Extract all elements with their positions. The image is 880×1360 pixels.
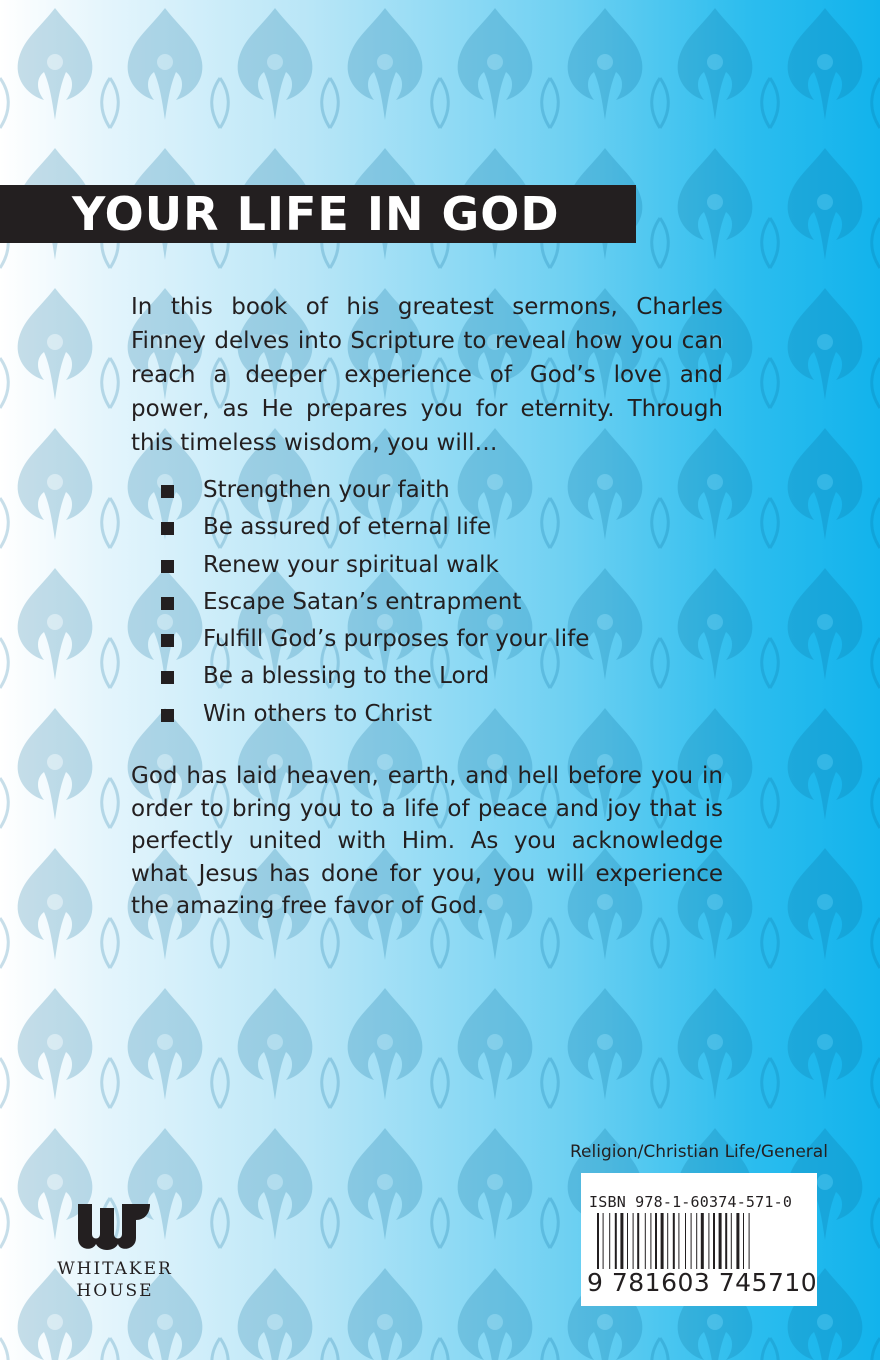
square-bullet-icon — [161, 485, 174, 498]
list-item — [158, 509, 589, 546]
barcode-stripe — [597, 1213, 599, 1269]
barcode-stripe — [667, 1213, 668, 1269]
cover-title: YOUR LIFE IN GOD — [72, 187, 560, 241]
barcode-stripe — [731, 1213, 732, 1269]
barcode-stripe — [637, 1213, 639, 1269]
list-item — [158, 472, 589, 509]
barcode-stripe — [609, 1213, 610, 1269]
barcode-number: 9 781603 745710 — [587, 1268, 818, 1297]
publisher-line-2: HOUSE — [76, 1281, 154, 1301]
list-item — [158, 621, 589, 658]
list-item — [158, 658, 589, 695]
list-item-text: Escape Satan’s entrapment — [203, 588, 522, 615]
square-bullet-icon — [161, 709, 174, 722]
square-bullet-icon — [161, 560, 174, 573]
list-item-text: Fulfill God’s purposes for your life — [203, 626, 590, 653]
closing-paragraph: God has laid heaven, earth, and hell before you in order to bring you to a life of peace and joy that is perfectly united with Him. As you acknowledge what Jesus has done for you, you will experience the amazing free favor of God. — [131, 763, 723, 919]
square-bullet-icon — [161, 597, 174, 610]
barcode-stripe — [719, 1213, 722, 1269]
square-bullet-icon — [161, 522, 174, 535]
barcode-stripe — [678, 1213, 679, 1269]
isbn-label: ISBN 978-1-60374-571-0 — [589, 1193, 793, 1211]
category-label: Religion/Christian Life/General — [570, 1142, 828, 1162]
barcode-stripe — [650, 1213, 651, 1269]
barcode-stripe — [633, 1213, 634, 1269]
barcode-stripe — [603, 1213, 604, 1269]
list-item-text: Strengthen your faith — [203, 477, 450, 503]
list-item — [158, 584, 589, 621]
publisher-name — [40, 1258, 190, 1302]
barcode-stripe — [749, 1213, 750, 1269]
square-bullet-icon — [161, 671, 174, 684]
list-item — [158, 547, 589, 584]
list-item-text: Be assured of eternal life — [203, 514, 492, 541]
barcode-stripe — [620, 1213, 623, 1269]
intro-paragraph: In this book of his greatest sermons, Charles Finney delves into Scripture to reveal how you can reach a deeper experience of God’s love and power, as He prepares you for eternity. Through this timeless wisdom, you will… — [131, 294, 723, 456]
list-item-text: Renew your spiritual walk — [203, 551, 499, 578]
barcode-stripe — [615, 1213, 617, 1269]
barcode-box — [581, 1173, 817, 1306]
barcode-stripe — [701, 1213, 704, 1269]
barcode-stripe — [708, 1213, 709, 1269]
barcode-bars — [597, 1213, 802, 1269]
list-item — [158, 696, 589, 733]
list-item-text: Win others to Christ — [203, 700, 432, 727]
publisher-line-1: WHITAKER — [57, 1259, 173, 1279]
barcode-stripe — [725, 1213, 727, 1269]
list-item-text: Be a blessing to the Lord — [203, 663, 490, 690]
barcode-stripe — [673, 1213, 675, 1269]
barcode-stripe — [743, 1213, 744, 1269]
square-bullet-icon — [161, 634, 174, 647]
barcode-stripe — [627, 1213, 628, 1269]
barcode-stripe — [655, 1213, 657, 1269]
barcode-stripe — [696, 1213, 697, 1269]
barcode-stripe — [645, 1213, 646, 1269]
barcode-stripe — [685, 1213, 686, 1269]
barcode-stripe — [713, 1213, 715, 1269]
whitaker-house-logo-icon — [74, 1200, 154, 1250]
benefit-list — [158, 472, 589, 733]
barcode-stripe — [661, 1213, 664, 1269]
barcode-stripe — [691, 1213, 692, 1269]
barcode-stripe — [736, 1213, 739, 1269]
